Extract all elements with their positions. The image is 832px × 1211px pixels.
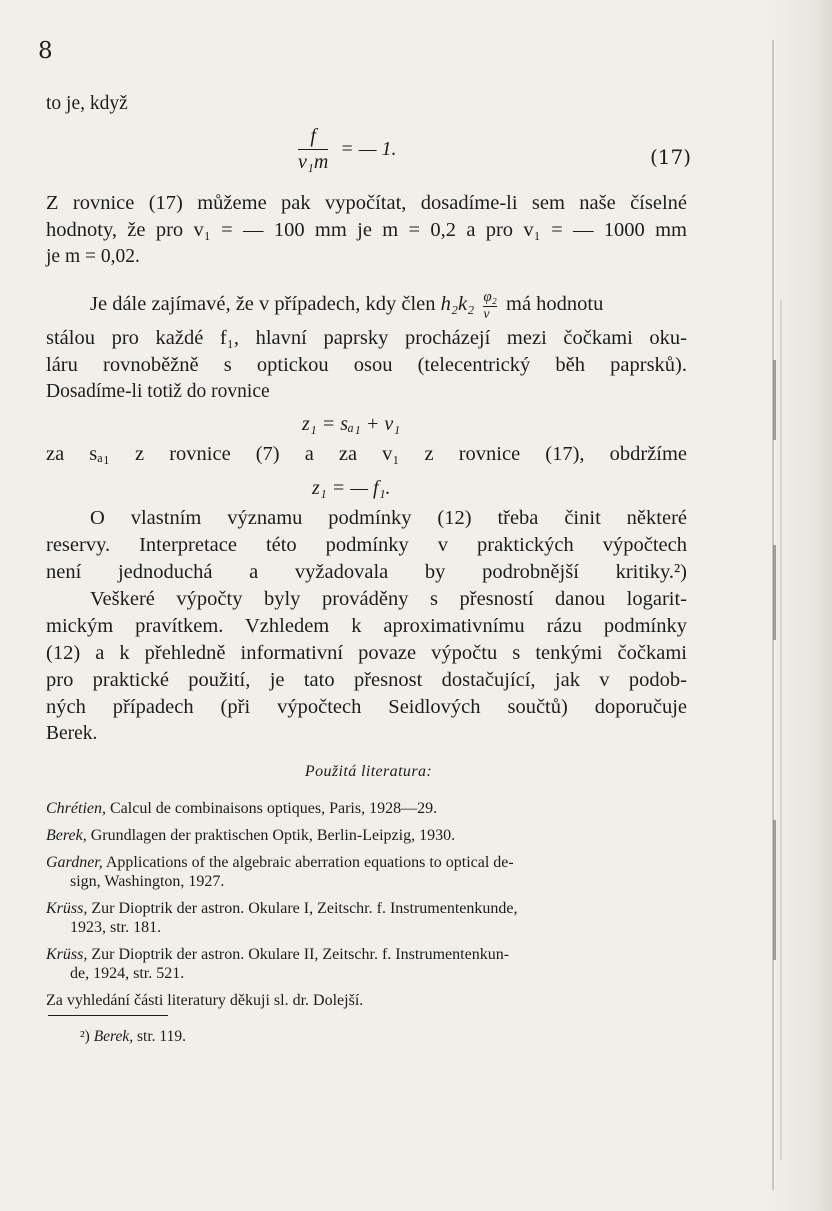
reference-item <box>46 826 687 845</box>
reference-author: Chrétien, <box>46 800 106 817</box>
paragraph-line: Dosadíme-li totiž do rovnice <box>46 381 270 402</box>
intro-line: to je, když <box>46 93 128 114</box>
paragraph-line: (12) a k přehledně informativní povaze výpočtu s tenkými čočkami <box>46 642 687 664</box>
paragraph-line: mickým pravítkem. Vzhledem k aproximativnímu rázu podmínky <box>46 615 687 637</box>
reference-item <box>46 899 687 937</box>
reference-text: Zur Dioptrik der astron. Okulare I, Zeitschr. f. Instrumentenkunde, <box>91 900 518 917</box>
reference-item <box>46 945 687 983</box>
reference-author: Krüss, <box>46 946 88 963</box>
footnote-author: Berek, <box>93 1028 134 1045</box>
reference-text: Zur Dioptrik der astron. Okulare II, Zeitschr. f. Instrumentenkun- <box>91 946 510 963</box>
paragraph-line: pro praktické použití, je tato přesnost dostačující, jak v podob- <box>46 669 687 691</box>
reference-continuation: sign, Washington, 1927. <box>70 873 225 890</box>
acknowledgement-text: Za vyhledání části literatury děkuji sl. dr. Dolejší. <box>46 992 364 1009</box>
reference-item <box>46 853 687 891</box>
inline-fraction-numerator: φ₂ <box>483 289 497 305</box>
paragraph-line: stálou pro každé f₁, hlavní paprsky procházejí mezi čočkami oku- <box>46 327 687 349</box>
reference-author: Gardner, <box>46 854 103 871</box>
reference-text: Grundlagen der praktischen Optik, Berlin-Leipzig, 1930. <box>90 827 456 844</box>
literature-heading: Použitá literatura: <box>304 763 433 780</box>
footnote-marker: ²) <box>80 1028 90 1045</box>
paragraph-line: Berek. <box>46 723 98 744</box>
footnote-rule <box>48 1015 168 1016</box>
paragraph-line: láru rovnoběžně s optickou osou (telecentrický běh paprsků). <box>46 354 687 376</box>
reference-continuation: de, 1924, str. 521. <box>70 965 185 982</box>
paragraph-line: je m = 0,02. <box>46 246 140 267</box>
paragraph-line: Z rovnice (17) můžeme pak vypočítat, dosadíme-li sem naše číselné <box>46 192 687 214</box>
edge-mark <box>773 820 776 960</box>
inline-fraction <box>483 288 497 323</box>
fraction-numerator: f <box>298 125 328 150</box>
fraction <box>298 125 328 174</box>
reference-item <box>46 799 687 818</box>
paragraph-fragment: má hodnotu <box>506 293 604 316</box>
reference-author: Berek, <box>46 827 87 844</box>
page-number: 8 <box>38 38 53 64</box>
reference-text: Calcul de combinaisons optiques, Paris, 1928—29. <box>110 800 438 817</box>
paragraph-line: není jednoduchá a vyžadovala by podrobnější kritiky.²) <box>46 561 687 583</box>
paragraph-fragment: Je dále zajímavé, že v případech, kdy člen <box>90 293 436 316</box>
equation-17 <box>298 125 397 174</box>
footnote-text: str. 119. <box>137 1028 186 1045</box>
edge-mark <box>773 545 776 640</box>
equation-rhs: = — 1. <box>340 138 397 160</box>
term: h₂k₂ <box>440 293 475 316</box>
reference-author: Krüss, <box>46 900 88 917</box>
fraction-denominator: v₁m <box>298 151 329 173</box>
paragraph-line: hodnoty, že pro v₁ = — 100 mm je m = 0,2 a pro v₁ = — 1000 mm <box>46 219 687 241</box>
equation-number: (17) <box>650 145 692 169</box>
equation-z1: z₁ = sₐ₁ + v₁ <box>302 413 401 435</box>
footnote <box>80 1028 186 1046</box>
paragraph-line: za sₐ₁ z rovnice (7) a za v₁ z rovnice (17), obdržíme <box>46 443 687 465</box>
inline-fraction-denominator: v <box>483 307 490 322</box>
equation-z1-result: z₁ = — f₁. <box>312 477 391 499</box>
paragraph-line-with-fraction <box>90 288 687 323</box>
reference-continuation: 1923, str. 181. <box>70 919 162 936</box>
paragraph-line: Veškeré výpočty byly prováděny s přesností danou logarit- <box>90 588 687 610</box>
paragraph-line: reservy. Interpretace této podmínky v praktických výpočtech <box>46 534 687 556</box>
paragraph-line: ných případech (při výpočtech Seidlových součtů) doporučuje <box>46 696 687 718</box>
reference-text: Applications of the algebraic aberration equations to optical de- <box>105 854 514 871</box>
edge-mark <box>773 360 776 440</box>
paragraph-line: O vlastním významu podmínky (12) třeba činit některé <box>90 507 687 529</box>
acknowledgement <box>46 991 687 1010</box>
page-edge-line <box>780 300 782 1160</box>
